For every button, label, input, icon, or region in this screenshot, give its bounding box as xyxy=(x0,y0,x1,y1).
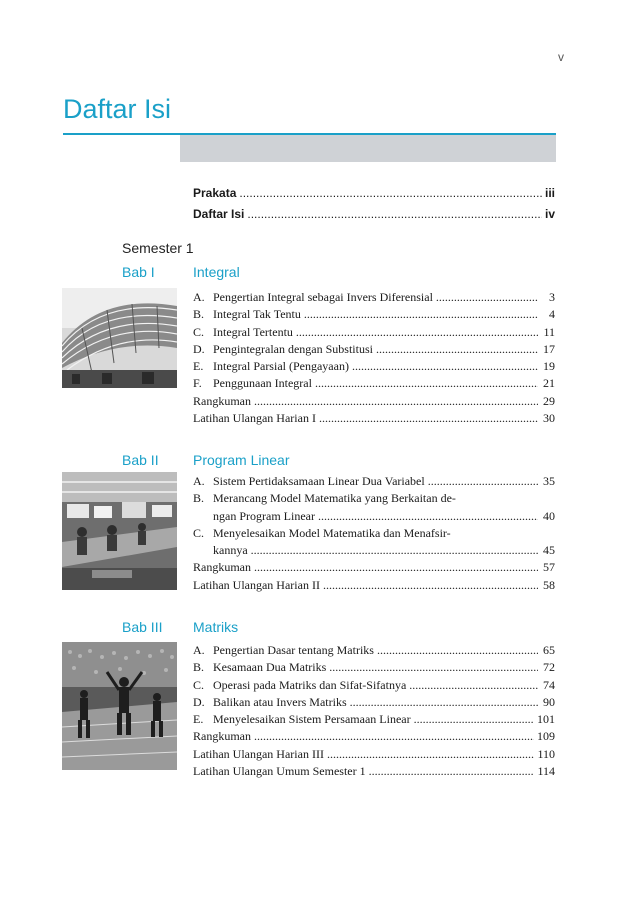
chapter-title[interactable]: Integral xyxy=(193,264,240,280)
entry-page: 21 xyxy=(543,376,555,391)
entry-letter: A. xyxy=(193,290,205,304)
entry-text: Latihan Ulangan Harian III xyxy=(193,746,324,761)
toc-entry-label: Daftar Isi xyxy=(193,207,245,221)
semester-heading: Semester 1 xyxy=(122,240,194,256)
dot-leader xyxy=(329,659,538,676)
entry-text: Pengertian Dasar tentang Matriks xyxy=(213,643,374,657)
entry-page: 40 xyxy=(543,508,555,523)
toc-entry[interactable] xyxy=(193,306,555,323)
entry-letter: D. xyxy=(193,341,205,356)
chapter-label: Bab II xyxy=(122,452,159,468)
dot-leader xyxy=(254,728,534,745)
toc-entry-latihan[interactable] xyxy=(193,577,555,594)
chapter-label: Bab III xyxy=(122,619,163,635)
toc-entry-rangkuman[interactable] xyxy=(193,393,555,410)
entry-text: Menyelesaikan Sistem Persamaan Linear xyxy=(213,712,411,727)
title-band xyxy=(180,135,556,162)
entry-letter: B. xyxy=(193,491,205,506)
toc-entry-latihan-umum[interactable] xyxy=(193,763,555,780)
dot-leader xyxy=(296,324,538,341)
toc-entry[interactable] xyxy=(193,375,555,392)
entry-page: 29 xyxy=(543,393,555,408)
dot-leader xyxy=(428,473,538,490)
entry-letter: E. xyxy=(193,359,204,374)
chapter-photo-runners xyxy=(62,642,177,770)
toc-entry-label: Prakata xyxy=(193,186,237,200)
entry-text: Menyelesaikan Model Matematika dan Menafsir- xyxy=(213,525,451,540)
toc-entry-daftar-isi[interactable] xyxy=(193,207,555,221)
entry-text: Integral Tak Tentu xyxy=(213,307,301,322)
entry-page: 17 xyxy=(543,341,555,356)
entry-text: Pengintegralan dengan Substitusi xyxy=(213,341,373,356)
entry-text: Latihan Ulangan Harian II xyxy=(193,577,320,592)
entry-page: 57 xyxy=(543,560,555,575)
toc-entry[interactable] xyxy=(193,473,555,490)
dot-leader xyxy=(254,559,538,576)
toc-entry[interactable] xyxy=(193,289,555,306)
chapter-photo-stadium xyxy=(62,288,177,388)
toc-entry[interactable] xyxy=(193,659,555,676)
entry-letter: E. xyxy=(193,712,204,727)
entry-letter: B. xyxy=(193,307,205,322)
toc-entry-first-line[interactable] xyxy=(193,525,555,542)
dot-leader xyxy=(350,694,538,711)
dot-leader xyxy=(251,542,538,559)
toc-entry-page: iii xyxy=(544,186,555,200)
entry-page: 4 xyxy=(549,307,555,322)
dot-leader xyxy=(436,289,538,306)
entry-text: Balikan atau Invers Matriks xyxy=(213,694,347,709)
entry-text-continuation: kannya xyxy=(213,543,248,558)
toc-entry[interactable] xyxy=(193,694,555,711)
entry-letter: F. xyxy=(193,376,202,391)
dot-leader xyxy=(377,642,538,659)
dot-leader xyxy=(376,341,538,358)
entry-page: 19 xyxy=(543,359,555,374)
dot-leader xyxy=(369,763,535,780)
dot-leader xyxy=(414,711,534,728)
entry-text-continuation: ngan Program Linear xyxy=(213,508,315,523)
entry-text: Pengertian Integral sebagai Invers Diferensial xyxy=(213,290,433,304)
entry-page: 58 xyxy=(543,577,555,592)
chapter-2-entries xyxy=(193,473,555,594)
dot-leader xyxy=(239,186,542,200)
entry-letter: C. xyxy=(193,677,205,692)
chapter-title[interactable]: Program Linear xyxy=(193,452,290,468)
chapter-1-entries xyxy=(193,289,555,427)
entry-letter: C. xyxy=(193,525,205,540)
entry-letter: B. xyxy=(193,660,205,675)
entry-letter: C. xyxy=(193,324,205,339)
entry-text: Kesamaan Dua Matriks xyxy=(213,660,327,675)
dot-leader xyxy=(315,375,538,392)
toc-entry[interactable] xyxy=(193,642,555,659)
entry-text: Rangkuman xyxy=(193,393,251,408)
toc-entry-latihan[interactable] xyxy=(193,746,555,763)
toc-entry-prakata[interactable] xyxy=(193,186,555,200)
toc-entry[interactable] xyxy=(193,324,555,341)
toc-entry[interactable] xyxy=(193,677,555,694)
entry-page: 101 xyxy=(537,712,555,727)
page-title: Daftar Isi xyxy=(63,94,172,124)
toc-entry[interactable] xyxy=(193,341,555,358)
entry-page: 109 xyxy=(537,729,555,744)
dot-leader xyxy=(319,410,538,427)
dot-leader xyxy=(247,207,542,221)
entry-text: Integral Parsial (Pengayaan) xyxy=(213,359,349,374)
chapter-title[interactable]: Matriks xyxy=(193,619,239,635)
entry-text: Operasi pada Matriks dan Sifat-Sifatnya xyxy=(213,677,407,692)
entry-letter: A. xyxy=(193,474,205,488)
entry-letter: D. xyxy=(193,694,205,709)
entry-letter: A. xyxy=(193,643,205,657)
dot-leader xyxy=(323,577,538,594)
chapter-3-entries xyxy=(193,642,555,780)
entry-page: 65 xyxy=(543,643,555,657)
entry-page: 45 xyxy=(543,543,555,558)
toc-entry-rangkuman[interactable] xyxy=(193,559,555,576)
toc-entry[interactable] xyxy=(193,711,555,728)
entry-page: 114 xyxy=(537,764,555,779)
dot-leader xyxy=(304,306,538,323)
entry-page: 90 xyxy=(543,694,555,709)
entry-page: 74 xyxy=(543,677,555,692)
entry-text: Rangkuman xyxy=(193,560,251,575)
entry-page: 110 xyxy=(537,746,555,761)
entry-page: 11 xyxy=(543,324,555,339)
toc-entry-continuation[interactable] xyxy=(193,542,555,559)
dot-leader xyxy=(254,393,538,410)
entry-text: Merancang Model Matematika yang Berkaitan de- xyxy=(213,491,456,506)
entry-text: Sistem Pertidaksamaan Linear Dua Variabel xyxy=(213,474,425,488)
entry-text: Rangkuman xyxy=(193,729,251,744)
toc-entry-first-line[interactable] xyxy=(193,490,555,507)
entry-text: Integral Tertentu xyxy=(213,324,293,339)
chapter-label: Bab I xyxy=(122,264,155,280)
entry-text: Penggunaan Integral xyxy=(213,376,312,391)
toc-entry-page: iv xyxy=(544,207,555,221)
dot-leader xyxy=(352,358,538,375)
entry-text: Latihan Ulangan Umum Semester 1 xyxy=(193,764,366,779)
chapter-photo-factory xyxy=(62,472,177,590)
page-number: v xyxy=(558,50,564,64)
dot-leader xyxy=(409,677,538,694)
dot-leader xyxy=(327,746,534,763)
entry-page: 35 xyxy=(543,474,555,488)
toc-entry[interactable] xyxy=(193,358,555,375)
dot-leader xyxy=(318,508,538,525)
toc-entry-continuation[interactable] xyxy=(193,508,555,525)
toc-entry-rangkuman[interactable] xyxy=(193,728,555,745)
entry-page: 72 xyxy=(543,660,555,675)
toc-entry-latihan[interactable] xyxy=(193,410,555,427)
entry-page: 30 xyxy=(543,411,555,426)
entry-text: Latihan Ulangan Harian I xyxy=(193,411,316,426)
entry-page: 3 xyxy=(549,290,555,304)
